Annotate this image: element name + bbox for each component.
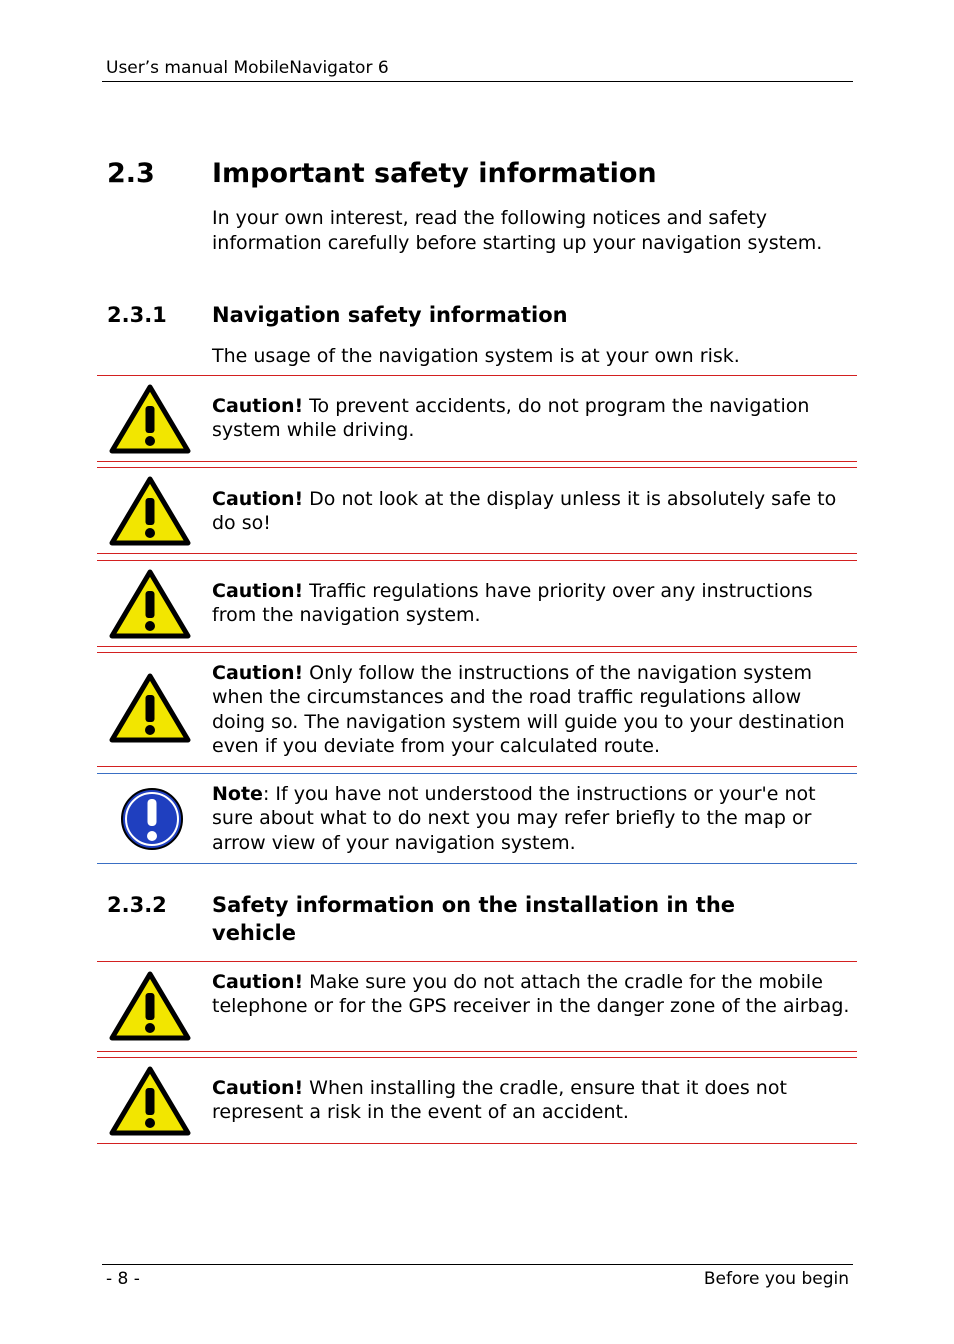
caution-text (212, 394, 852, 443)
section-number: 2.3 (107, 158, 155, 189)
note-body: : If you have not understood the instructions or your'e not sure about what to do next you may refer briefly to the map or arrow view of your navigation system. (212, 783, 816, 854)
caution-box (97, 467, 857, 554)
subsection-title: Navigation safety information (212, 303, 568, 327)
caution-label: Caution! (212, 971, 304, 993)
chapter-name: Before you begin (703, 1269, 849, 1289)
caution-text (212, 487, 852, 536)
warning-triangle-icon (109, 673, 191, 743)
caution-body: Do not look at the display unless it is absolutely safe to do so! (212, 488, 837, 535)
caution-body: When installing the cradle, ensure that it does not represent a risk in the event of an accident. (212, 1077, 787, 1124)
caution-body: To prevent accidents, do not program the navigation system while driving. (212, 395, 810, 442)
caution-label: Caution! (212, 1077, 304, 1099)
caution-label: Caution! (212, 395, 304, 417)
caution-box (97, 961, 857, 1052)
caution-label: Caution! (212, 580, 304, 602)
exclamation-circle-icon (109, 784, 191, 854)
caution-label: Caution! (212, 488, 304, 510)
caution-body: Only follow the instructions of the navigation system when the circumstances and the road traffic regulations allow doing so. The navigation system will guide you to your destination even if you deviate from your calculated route. (212, 662, 845, 758)
subsection-number: 2.3.2 (107, 893, 167, 917)
warning-triangle-icon (109, 569, 191, 639)
warning-triangle-icon (109, 476, 191, 546)
section-title: Important safety information (212, 158, 657, 189)
subsection-intro: The usage of the navigation system is at your own risk. (212, 345, 740, 367)
page-header (102, 56, 853, 82)
caution-text (212, 970, 852, 1019)
caution-text (212, 1076, 852, 1125)
page-number: - 8 - (106, 1269, 140, 1289)
page-footer (102, 1264, 853, 1293)
caution-body: Make sure you do not attach the cradle for the mobile telephone or for the GPS receiver in the danger zone of the airbag. (212, 971, 850, 1018)
caution-label: Caution! (212, 662, 304, 684)
caution-box (97, 560, 857, 647)
caution-text (212, 661, 852, 759)
caution-box (97, 375, 857, 462)
subsection-title: Safety information on the installation in the vehicle (212, 893, 736, 945)
note-box (97, 773, 857, 864)
header-title: User’s manual MobileNavigator 6 (106, 58, 389, 78)
warning-triangle-icon (109, 384, 191, 454)
subsection-number: 2.3.1 (107, 303, 167, 327)
warning-triangle-icon (109, 1066, 191, 1136)
section-intro: In your own interest, read the following notices and safety information carefully before starting up your navigation system. (212, 207, 823, 254)
caution-box (97, 1057, 857, 1144)
caution-box (97, 652, 857, 767)
caution-body: Traffic regulations have priority over any instructions from the navigation system. (212, 580, 813, 627)
warning-triangle-icon (109, 971, 191, 1041)
note-label: Note (212, 783, 263, 805)
caution-text (212, 579, 852, 628)
note-text (212, 782, 852, 855)
